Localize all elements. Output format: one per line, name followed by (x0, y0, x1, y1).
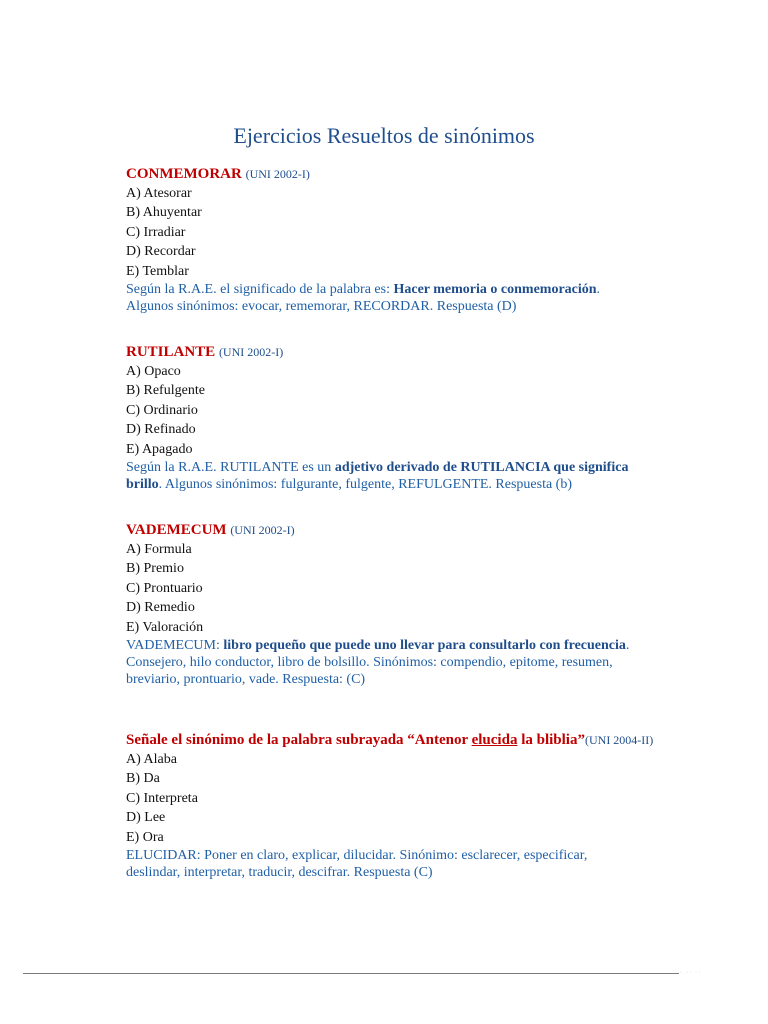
exercise-source-tag: (UNI 2002-I) (245, 167, 310, 181)
option-d: D) Lee (126, 810, 166, 826)
exercise-heading (126, 730, 656, 750)
explanation-emphasis: libro pequeño que puede uno llevar para consultarlo con frecuencia (223, 638, 626, 654)
exercise-1 (126, 164, 646, 316)
option-d: D) Refinado (126, 422, 196, 438)
explanation-text: Según la R.A.E. RUTILANTE es un (126, 460, 335, 476)
exercise-3 (126, 520, 646, 688)
option-b: B) Ahuyentar (126, 205, 202, 221)
explanation-text: . (596, 282, 601, 298)
footer-marks: · · · · · (680, 970, 701, 976)
explanation-text: . Algunos sinónimos: fulgurante, fulgente, REFULGENTE. Respuesta (b) (158, 476, 573, 492)
underlined-word: elucida (471, 732, 518, 748)
explanation (126, 638, 646, 688)
option-c: C) Interpreta (126, 790, 198, 806)
option-c: C) Prontuario (126, 580, 203, 596)
exercise-source-tag: (UNI 2004-II) (584, 733, 654, 747)
explanation (126, 282, 646, 316)
option-a: A) Formula (126, 542, 192, 557)
option-b: B) Da (126, 771, 160, 787)
option-e: E) Valoración (126, 619, 204, 635)
option-a: A) Alaba (126, 752, 177, 767)
option-c: C) Ordinario (126, 402, 198, 418)
heading-text: la bliblia” (517, 732, 585, 748)
option-d: D) Recordar (126, 244, 196, 260)
explanation-emphasis: adjetivo derivado de RUTILANCIA que significa brillo (126, 460, 629, 492)
explanation-emphasis: Hacer memoria o conmemoración (393, 282, 597, 298)
explanation-text: Según la R.A.E. el significado de la palabra es: (126, 282, 394, 298)
option-e: E) Ora (126, 829, 164, 845)
explanation (126, 460, 646, 494)
exercise-word: CONMEMORAR (126, 166, 242, 182)
exercise-2 (126, 342, 646, 494)
explanation: ELUCIDAR: Poner en claro, explicar, dilucidar. Sinónimo: esclarecer, especificar, deslindar, interpretar, traducir, descifrar. Respuesta (C) (126, 848, 588, 880)
option-e: E) Apagado (126, 441, 193, 457)
page-title: Ejercicios Resueltos de sinónimos (233, 123, 535, 148)
option-c: C) Irradiar (126, 224, 186, 240)
option-a: A) Opaco (126, 364, 181, 379)
exercise-heading (126, 520, 646, 540)
option-b: B) Refulgente (126, 383, 205, 399)
option-b: B) Premio (126, 561, 184, 577)
exercise-word: VADEMECUM (126, 522, 227, 538)
option-a: A) Atesorar (126, 186, 192, 201)
option-d: D) Remedio (126, 600, 195, 616)
exercise-source-tag: (UNI 2002-I) (218, 345, 284, 359)
exercise-word: RUTILANTE (126, 344, 216, 360)
exercise-heading (126, 164, 646, 184)
option-e: E) Temblar (126, 263, 189, 279)
heading-text: Señale el sinónimo de la palabra subrayada “Antenor (126, 732, 472, 748)
explanation-text: VADEMECUM: (126, 638, 224, 654)
exercise-source-tag: (UNI 2002-I) (230, 523, 295, 537)
explanation-text: Algunos sinónimos: evocar, rememorar, RECORDAR. Respuesta (D) (126, 298, 517, 314)
footer-divider (23, 973, 679, 974)
exercise-4 (126, 730, 656, 882)
explanation-text: . Consejero, hilo conductor, libro de bolsillo. Sinónimos: compendio, epitome, resumen, breviario, prontuario, vade. Respuesta: (C) (126, 638, 630, 687)
exercise-heading (126, 342, 646, 362)
